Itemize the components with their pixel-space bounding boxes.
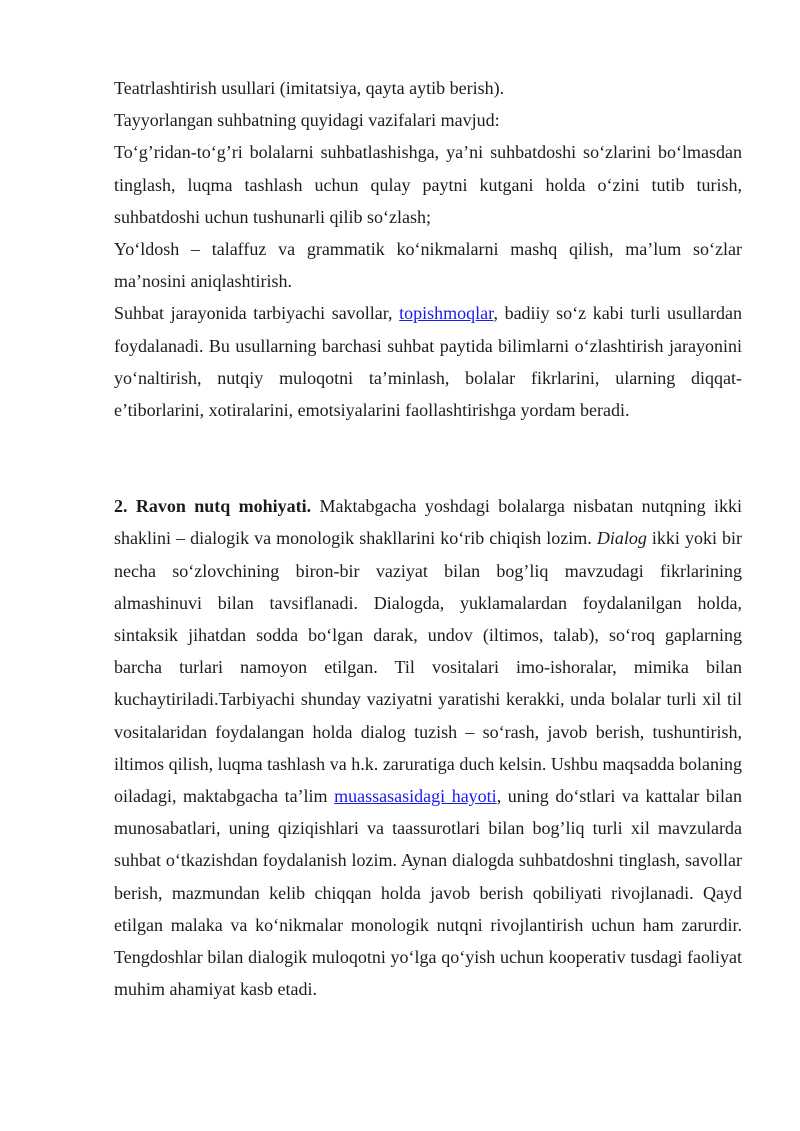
paragraph-ravon-nutq [114, 490, 742, 1005]
paragraph-text-segment: , uning do‘stlari va kattalar bilan munosabatlari, uning qiziqishlari va taassurotlari bilan bog’liq turli xil mavzularda suhbat o‘tkazishdan foydalanish lozim. Aynan dialogda suhbatdoshni tinglash, savollar berish, mazmundan kelib chiqqan holda javob berish qobiliyati rivojlanadi. Qayd etilgan malaka va ko‘nikmalar monologik nutqni rivojlantirish uchun ham zarurdir. Tengdoshlar bilan dialogik muloqotni yo‘lga qo‘yish uchun kooperativ tusdagi faoliyat muhim ahamiyat kasb etadi. [114, 786, 742, 1000]
paragraph-teatrlashtirish: Teatrlashtirish usullari (imitatsiya, qayta aytib berish). [114, 78, 505, 98]
paragraph-text-segment: Suhbat jarayonida tarbiyachi savollar, [114, 303, 400, 324]
document-page [114, 72, 742, 1005]
paragraph-suhbat-jarayonida [114, 297, 742, 426]
dialog-term: Dialog [596, 528, 647, 549]
paragraph-vazifalari: Tayyorlangan suhbatning quyidagi vazifalari mavjud: [114, 110, 500, 131]
section-heading: 2. Ravon nutq mohiyati. [114, 496, 312, 517]
paragraph-yoldosh: Yo‘ldosh – talaffuz va grammatik ko‘nikmalarni mashq qilish, ma’lum so‘zlar ma’nosini aniqlashtirish. [114, 239, 742, 292]
section-spacer [114, 426, 742, 490]
paragraph-togridan: To‘g’ridan-to‘g’ri bolalarni suhbatlashishga, ya’ni suhbatdoshi so‘zlarini bo‘lmasdan tinglash, luqma tashlash uchun qulay paytni kutgani holda o‘zini tutib turish, suhbatdoshi uchun tushunarli qilib so‘zlash; [114, 142, 742, 227]
paragraph-text-segment: Maktabgacha yoshdagi bolalarga nisbatan nutqning ikki shaklini – dialogik va monologik shakllarini ko‘rib chiqish lozim. [114, 496, 742, 549]
paragraph-text-segment: ikki yoki bir necha so‘zlovchining biron-bir vaziyat bilan bog’liq mavzudagi fikrlarining almashinuvi bilan tavsiflanadi. Dialogda, yuklamalardan foydalanilgan holda, sintaksik jihatdan sodda bo‘lgan darak, undov (iltimos, talab), so‘roq gaplarning barcha turlari namoyon etilgan. Til vositalari imo-ishoralar, mimika bilan kuchaytiriladi.Tarbiyachi shunday vaziyatni yaratishi kerakki, unda bolalar turli xil til vositalaridan foydalangan holda dialog tuzish – so‘rash, javob berish, tushuntirish, iltimos qilish, luqma tashlash va h.k. zaruratiga duch kelsin. Ushbu maqsadda bolaning oiladagi, maktabgacha ta’lim [114, 528, 742, 807]
muassasasidagi-hayoti-link[interactable]: muassasasidagi hayoti [334, 786, 497, 807]
topishmoqlar-link[interactable]: topishmoqlar [399, 303, 494, 324]
paragraph-text-segment: , badiiy so‘z kabi turli usullardan foydalanadi. Bu usullarning barchasi suhbat paytida bilimlarni o‘zlashtirish jarayonini yo‘naltirish, nutqiy muloqotni ta’minlash, bolalar fikrlarini, ularning diqqat-e’tiborlarini, xotiralarini, emotsiyalarini faollashtirishga yordam beradi. [114, 303, 742, 421]
